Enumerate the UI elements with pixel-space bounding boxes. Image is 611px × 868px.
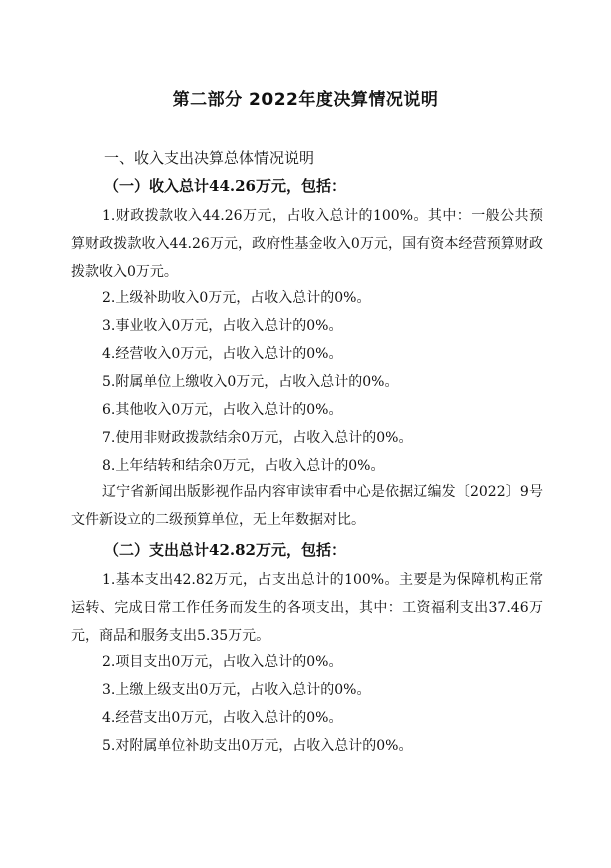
expense-total-heading: （二）支出总计42.82万元，包括： (104, 541, 346, 559)
income-item-affiliated-remit: 5.附属单位上缴收入0万元，占收入总计的0%。 (102, 374, 399, 390)
new-unit-note: 辽宁省新闻出版影视作品内容审读审看中心是依据辽编发〔2022〕9号文件新设立的二级预算单位，无上年数据对比。 (71, 484, 543, 528)
income-total-heading: （一）收入总计44.26万元，包括： (104, 177, 346, 195)
expense-item-operating: 4.经营支出0万元，占收入总计的0%。 (102, 710, 343, 726)
expense-item-affiliated-subsidy: 5.对附属单位补助支出0万元，占收入总计的0%。 (102, 738, 413, 754)
income-item-carryover: 8.上年结转和结余0万元，占收入总计的0%。 (102, 458, 385, 474)
income-item-business: 3.事业收入0万元，占收入总计的0%。 (102, 318, 343, 334)
expense-item-superior-remit: 3.上缴上级支出0万元，占收入总计的0%。 (102, 682, 371, 698)
income-item-operating: 4.经营收入0万元，占收入总计的0%。 (102, 346, 343, 362)
income-item-non-fiscal-surplus: 7.使用非财政拨款结余0万元，占收入总计的0%。 (102, 430, 413, 446)
section-heading-income-expense: 一、收入支出决算总体情况说明 (104, 149, 315, 167)
income-item-superior-subsidy: 2.上级补助收入0万元，占收入总计的0%。 (102, 290, 371, 306)
page-title: 第二部分 2022年度决算情况说明 (172, 90, 439, 110)
expense-item-basic: 1.基本支出42.82万元，占支出总计的100%。主要是为保障机构正常运转、完成日常工作任务而发生的各项支出，其中：工资福利支出37.46万元，商品和服务支出5.35万元。 (71, 572, 543, 644)
income-item-other: 6.其他收入0万元，占收入总计的0%。 (102, 402, 343, 418)
income-item-fiscal-allocation: 1.财政拨款收入44.26万元，占收入总计的100%。其中：一般公共预算财政拨款收入44.26万元，政府性基金收入0万元，国有资本经营预算财政拨款收入0万元。 (71, 208, 543, 280)
expense-item-project: 2.项目支出0万元，占收入总计的0%。 (102, 654, 343, 670)
